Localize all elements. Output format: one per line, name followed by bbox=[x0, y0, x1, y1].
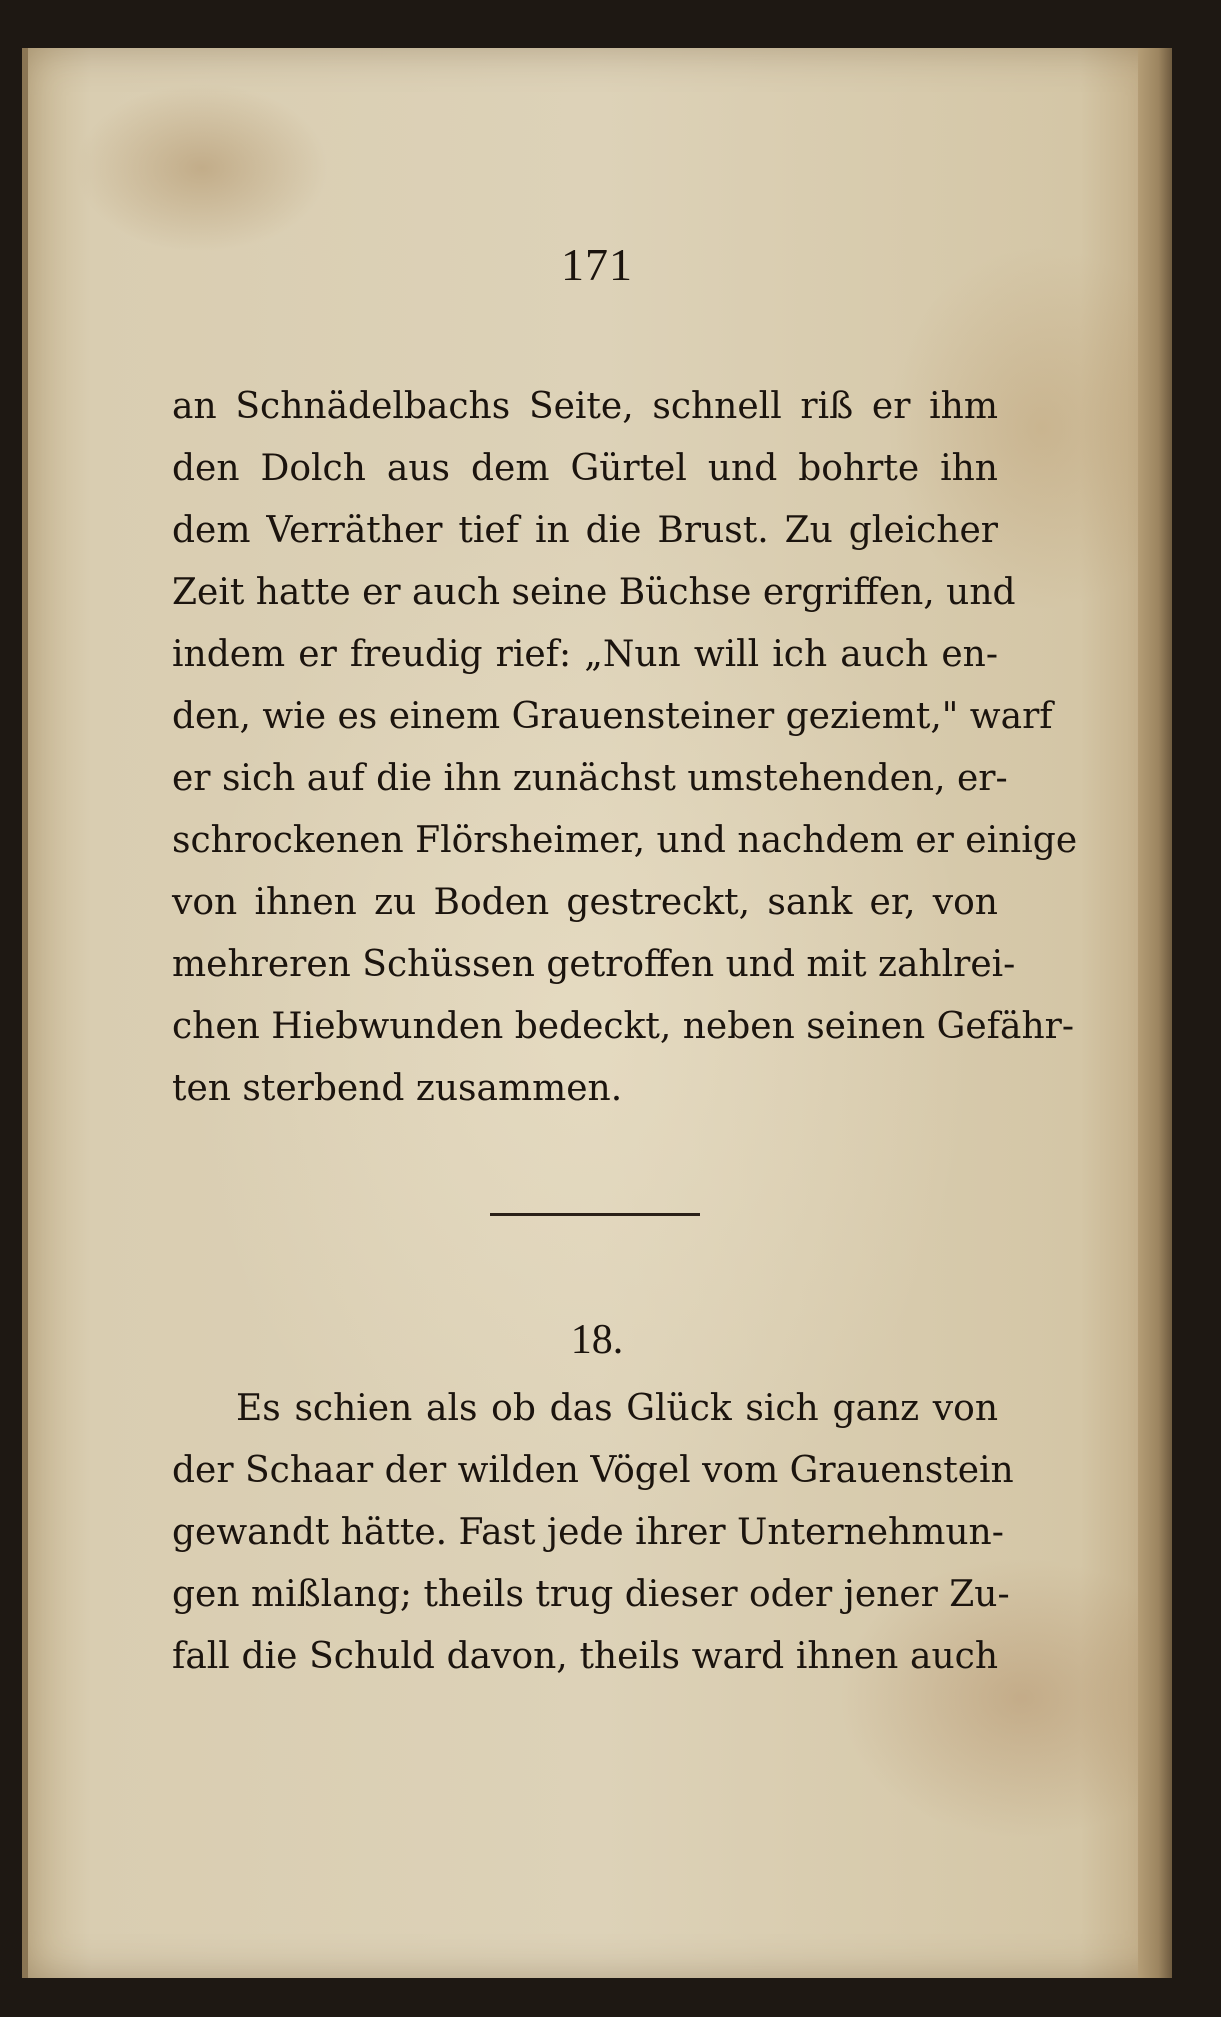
text-line: gewandt hätte. Fast jede ihrer Unternehmun- bbox=[172, 1512, 1004, 1553]
text-line: an Schnädelbachs Seite, schnell riß er ihm bbox=[172, 386, 998, 427]
paragraph-1 bbox=[172, 376, 1078, 1120]
text-line: den, wie es einem Grauensteiner geziemt," warf bbox=[172, 696, 1053, 737]
text-line: er sich auf die ihn zunächst umstehenden, er- bbox=[172, 758, 1008, 799]
paper-page bbox=[22, 48, 1172, 1978]
paragraph-2 bbox=[172, 1378, 1014, 1688]
text-line: Zeit hatte er auch seine Büchse ergriffen, und bbox=[172, 572, 1016, 613]
text-line: Es schien als ob das Glück sich ganz von bbox=[236, 1388, 998, 1429]
text-line: gen mißlang; theils trug dieser oder jener Zu- bbox=[172, 1574, 1010, 1615]
page-left-edge bbox=[22, 48, 28, 1978]
text-line: fall die Schuld davon, theils ward ihnen auch bbox=[172, 1636, 998, 1677]
text-line: schrockenen Flörsheimer, und nachdem er einige bbox=[172, 820, 1078, 861]
page-right-edge bbox=[1138, 48, 1172, 1978]
text-line: chen Hiebwunden bedeckt, neben seinen Gefähr- bbox=[172, 1006, 1075, 1047]
text-line: ten sterbend zusammen. bbox=[172, 1068, 623, 1109]
chapter-number: 18. bbox=[570, 1317, 624, 1363]
text-line: von ihnen zu Boden gestreckt, sank er, von bbox=[172, 882, 998, 923]
text-line: indem er freudig rief: „Nun will ich auch en- bbox=[172, 634, 998, 675]
page-number: 171 bbox=[561, 239, 633, 290]
section-divider bbox=[490, 1213, 700, 1216]
text-line: mehreren Schüssen getroffen und mit zahlrei- bbox=[172, 944, 1016, 985]
text-line: der Schaar der wilden Vögel vom Grauenstein bbox=[172, 1450, 1014, 1491]
text-line: den Dolch aus dem Gürtel und bohrte ihn bbox=[172, 448, 998, 489]
text-line: dem Verräther tief in die Brust. Zu gleicher bbox=[172, 510, 998, 551]
